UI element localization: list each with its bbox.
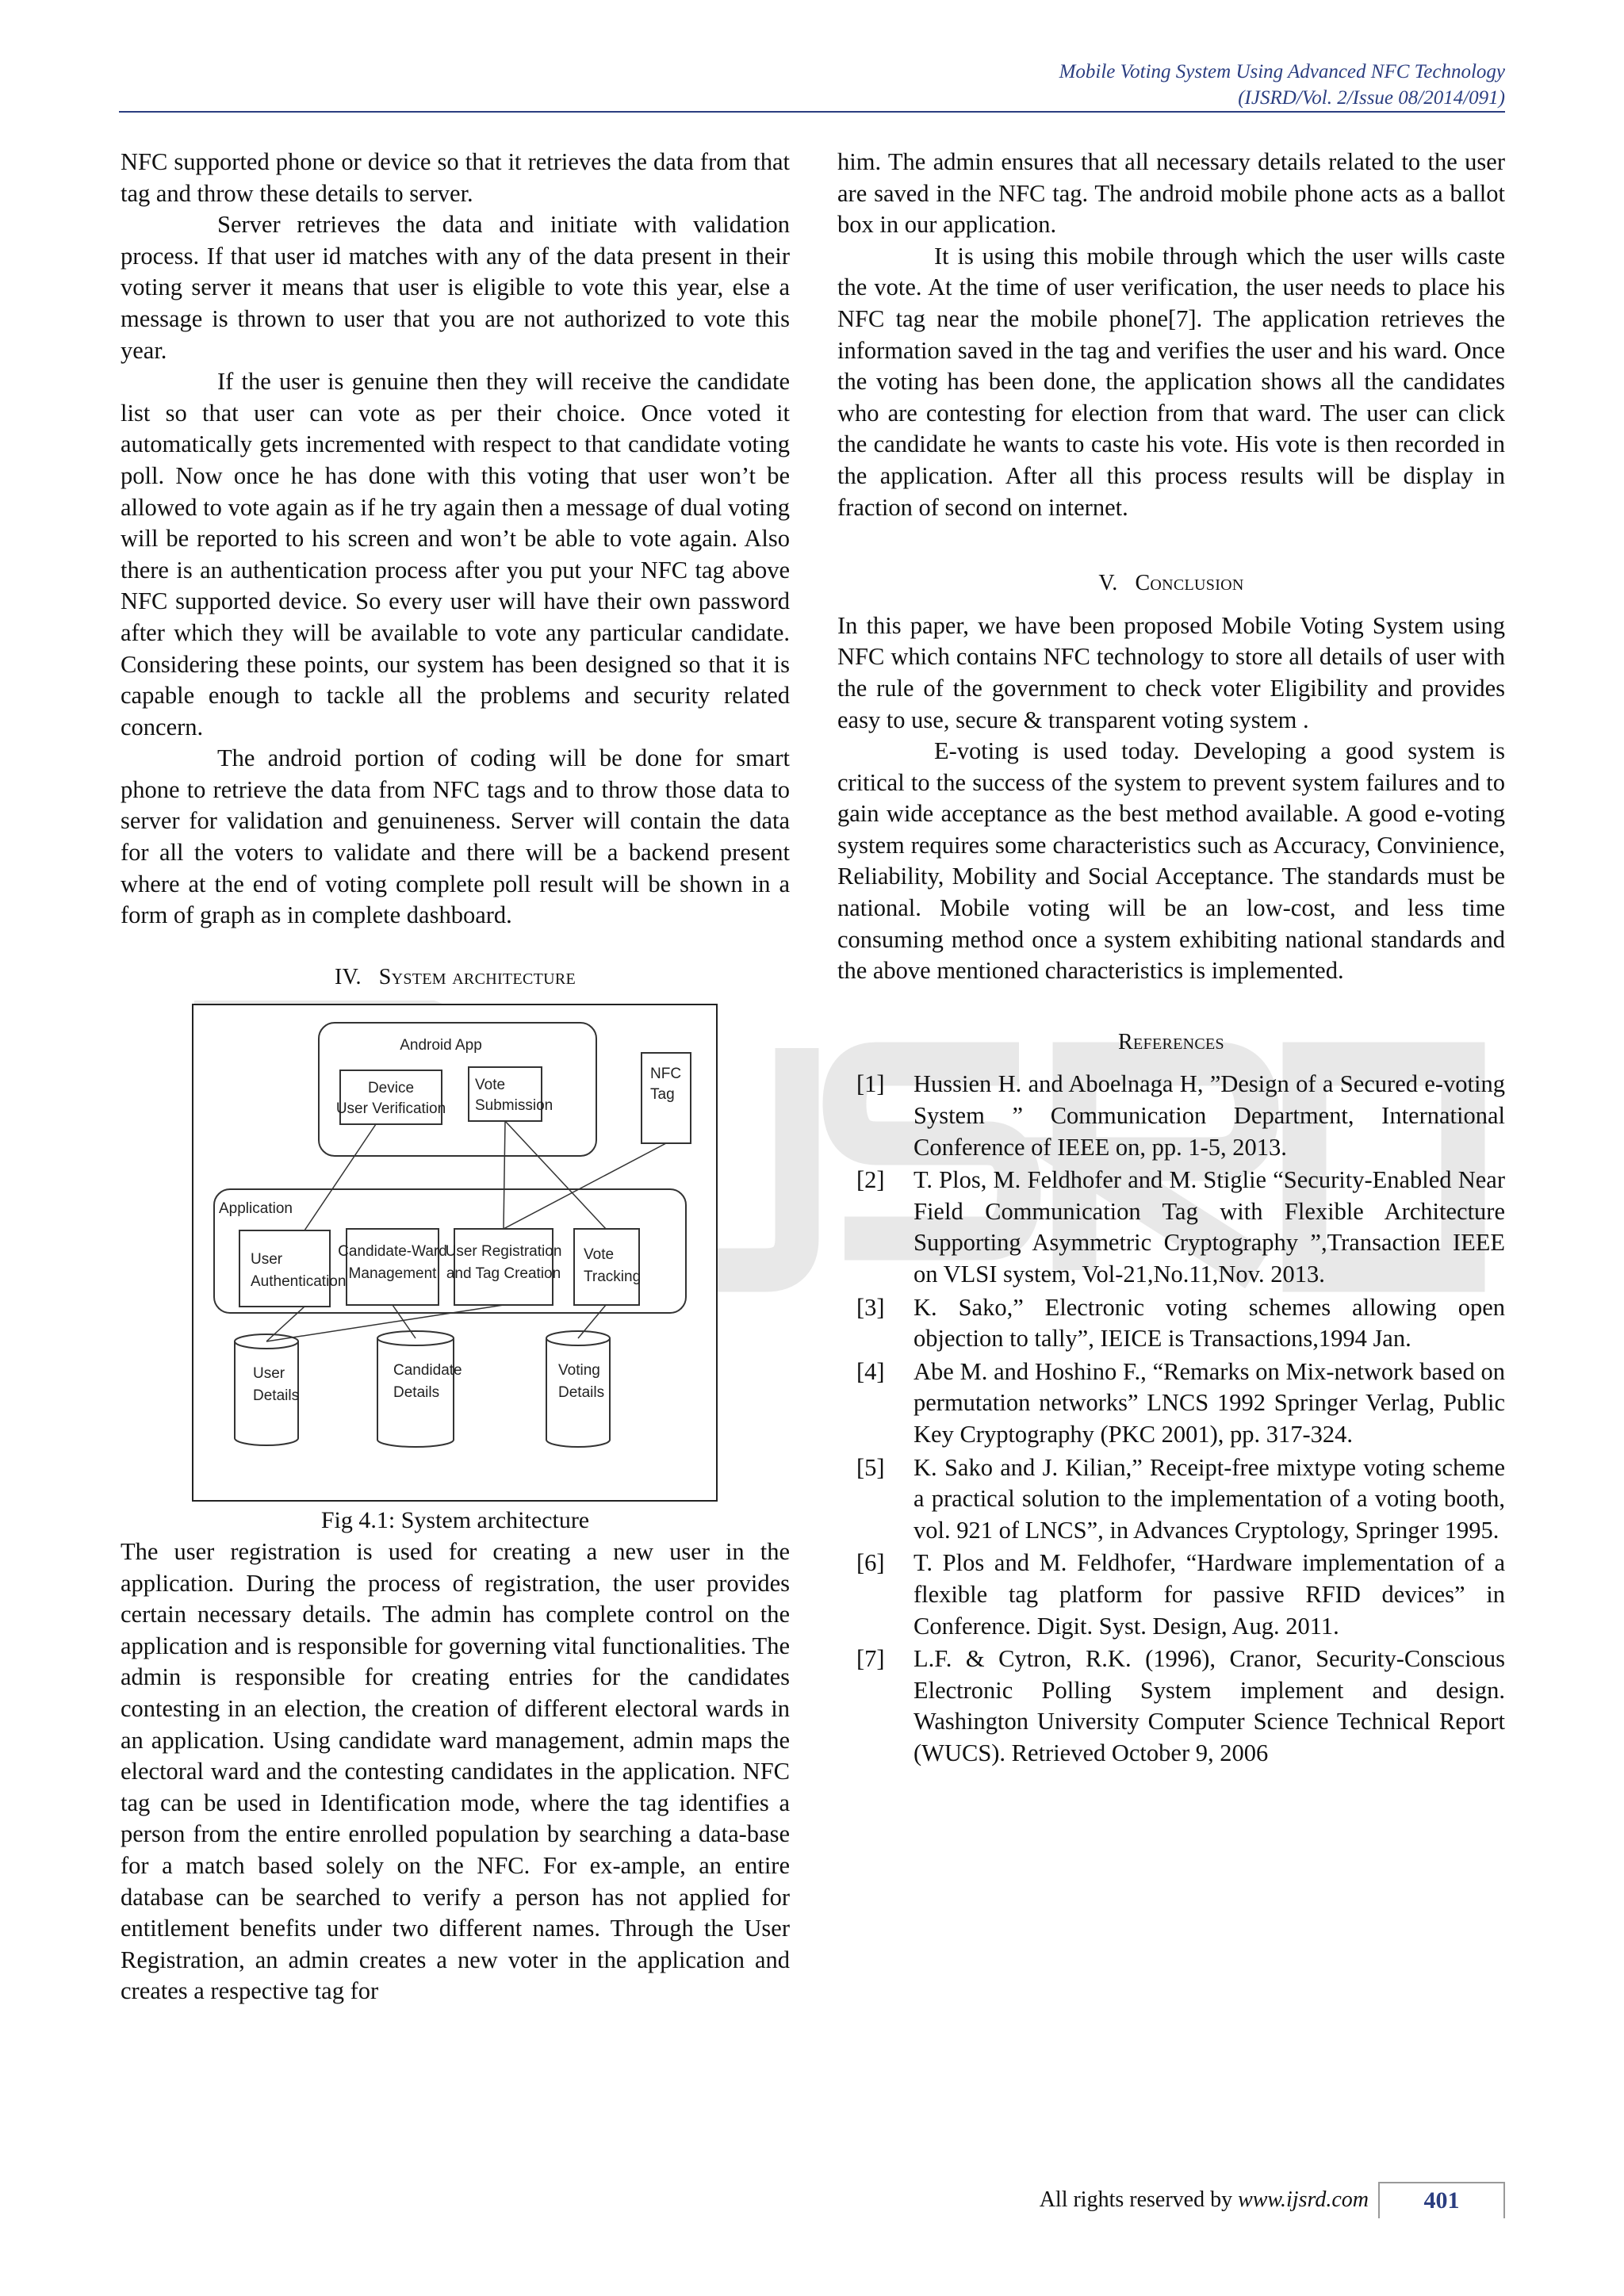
reference-list — [837, 1069, 1505, 1769]
figure-caption: Fig 4.1: System architecture — [320, 1507, 590, 1534]
paragraph: Server retrieves the data and initiate with validation process. If that user id matches with any of the data present in their voting server it means that user is eligible to vote this year, else a message is thrown to user that you are not authorized to vote this year. — [121, 211, 790, 364]
reference-item: [3] K. Sako,” Electronic voting schemes allowing open objection to tally”, IEICE is Transactions,1994 Jan. — [856, 1293, 1505, 1353]
section-title: Conclusion — [1135, 571, 1244, 596]
paragraph: The user registration is used for creating a new user in the application. During the process of registration, the user provides certain necessary details. The admin has complete control on the application and is responsible for governing vital functionalities. The admin is responsible for creating entries for the candidates contesting in an election, the creation of different electoral wards in an application. Using candidate ward management, admin maps the electoral ward and the contesting candidates in the application. NFC tag can be used in Identification mode, where the tag identifies a person from the entire enrolled population by searching a data-base for a match based solely on the NFC. For ex-ample, an entire database can be searched to verify a person has not applied for entitlement benefits under two different names. Through the User Registration, an admin creates a new voter in the application and creates a respective tag for — [121, 1538, 790, 2005]
left-column — [121, 147, 790, 2007]
section-heading-conclusion — [837, 568, 1505, 599]
paragraph: NFC supported phone or device so that it retrieves the data from that tag and throw these details to server. — [121, 148, 790, 207]
reference-item: [5] K. Sako and J. Kilian,” Receipt-free mixtype voting scheme a practical solution to the implementation of a voting booth, vol. 921 of LNCS”, in Advances Cryptology, Springer 1995. — [856, 1453, 1505, 1544]
svg-text:User: User — [251, 1251, 283, 1269]
svg-text:Details: Details — [558, 1384, 605, 1402]
running-header — [1059, 59, 1505, 111]
svg-text:Details: Details — [253, 1387, 300, 1405]
svg-text:Device: Device — [367, 1080, 415, 1097]
journal-paper-title: Mobile Voting System Using Advanced NFC Technology — [1059, 61, 1505, 82]
reference-item: [1] Hussien H. and Aboelnaga H, ”Design of a Secured e-voting System ” Communication Department, International Conference of IEEE on, pp. 1-5, 2013. — [856, 1070, 1505, 1161]
svg-text:Management: Management — [348, 1265, 437, 1283]
paragraph: him. The admin ensures that all necessary details related to the user are saved in the NFC tag. The android mobile phone acts as a ballot box in our application. — [837, 148, 1505, 239]
svg-text:Candidate-Ward: Candidate-Ward — [338, 1243, 447, 1261]
paragraph: In this paper, we have been proposed Mobile Voting System using NFC which contains NFC technology to store all details of user with the rule of the government to check voter Eligibility and provides easy to use, secure & transparent voting system . — [837, 611, 1505, 733]
svg-text:User: User — [253, 1365, 285, 1383]
section-number: IV. — [334, 964, 362, 989]
svg-text:NFC: NFC — [650, 1066, 682, 1083]
svg-text:User Verification: User Verification — [335, 1100, 446, 1118]
paragraph: The android portion of coding will be done for smart phone to retrieve the data from NFC tags and to throw those data to server for validation and genuineness. Server will contain the data for all the voters to validate and there will be a backend present where at the end of voting complete poll result will be shown in a form of graph as in complete dashboard. — [121, 744, 790, 929]
paragraph: It is using this mobile through which the user wills caste the vote. At the time of user verification, the user needs to place his NFC tag near the mobile phone[7]. The application retrieves the information saved in the tag and verifies the user and his ward. Once the voting has been done, the application shows all the candidates who are contesting for election from that ward. The user can click the candidate he wants to caste his vote. His vote is then recorded in the application. After all this process results will be display in fraction of second on internet. — [837, 242, 1505, 521]
reference-item: [7] L.F. & Cytron, R.K. (1996), Cranor, Security-Conscious Electronic Polling System implement and design. Washington University Computer Science Technical Report (WUCS). Retrieved October 9, 2006 — [856, 1645, 1505, 1766]
reference-item: [6] T. Plos and M. Feldhofer, “Hardware implementation of a flexible tag platform for passive RFID devices” in Conference. Digit. Syst. Design, Aug. 2011. — [856, 1549, 1505, 1640]
section-heading-system-architecture — [121, 962, 790, 993]
svg-text:Vote: Vote — [584, 1246, 615, 1264]
system-architecture-figure — [192, 1004, 718, 1502]
section-title: System architecture — [378, 964, 576, 989]
page-number: 401 — [1378, 2182, 1505, 2218]
header-rule — [119, 111, 1505, 113]
svg-text:Details: Details — [393, 1384, 440, 1402]
svg-text:Tag: Tag — [650, 1086, 675, 1104]
reference-item: [4] Abe M. and Hoshino F., “Remarks on Mix-network based on permutation networks” LNCS 1992 Springer Verlag, Public Key Cryptography (PKC 2001), pp. 317-324. — [856, 1357, 1505, 1448]
svg-text:and Tag Creation: and Tag Creation — [446, 1265, 561, 1283]
footer-site-link[interactable]: www.ijsrd.com — [1238, 2187, 1369, 2212]
svg-text:Vote: Vote — [475, 1077, 506, 1094]
svg-text:Authentication: Authentication — [251, 1273, 347, 1291]
svg-text:Candidate: Candidate — [393, 1362, 462, 1380]
paragraph: If the user is genuine then they will receive the candidate list so that user can vote as per their choice. Once voted it automatically gets incremented with respect to that candidate voting poll. Now once he has done with this voting that user won’t be allowed to vote again as if he try again then a message of dual voting will be reported to his screen and won’t be able to vote again. Also there is an authentication process after you put your NFC tag above NFC supported device. So every user will have their own password after which they will be available to vote any particular candidate. Considering these points, our system has been designed so that it is capable enough to tackle all the problems and security related concern. — [121, 368, 790, 740]
page-footer — [1040, 2182, 1505, 2218]
svg-text:Submission: Submission — [475, 1097, 553, 1115]
svg-text:Tracking: Tracking — [584, 1269, 642, 1286]
section-number: V. — [1098, 571, 1118, 596]
paragraph: E-voting is used today. Developing a good system is critical to the success of the system to prevent system failures and to gain wide acceptance as the best method available. A good e-voting system requires some characteristics such as Accuracy, Convinience, Reliability, Mobility and Social Acceptance. The standards must be national. Mobile voting will be an low-cost, and less time consuming method once a system exhibiting national standards and the above mentioned characteristics is implemented. — [837, 737, 1505, 985]
vote-tracking-box — [574, 1229, 642, 1305]
android-app-label: Android App — [400, 1037, 482, 1054]
svg-text:Voting: Voting — [558, 1362, 600, 1380]
user-authentication-box — [239, 1230, 330, 1307]
right-column — [837, 147, 1505, 1771]
section-heading-references — [837, 1027, 1505, 1058]
footer-rights: All rights reserved by www.ijsrd.com — [1039, 2187, 1369, 2212]
reference-item: [2] T. Plos, M. Feldhofer and M. Stiglie “Security-Enabled Near Field Communication Tag with Flexible Architecture Supporting Asymmetric Cryptography ”,Transaction IEEE on VLSI system, Vol-21,No.11,Nov. 2013. — [856, 1166, 1505, 1288]
application-label: Application — [219, 1200, 293, 1218]
journal-issue: (IJSRD/Vol. 2/Issue 08/2014/091) — [1238, 87, 1505, 109]
svg-text:User Registration: User Registration — [445, 1243, 562, 1261]
section-title: References — [1118, 1029, 1224, 1054]
